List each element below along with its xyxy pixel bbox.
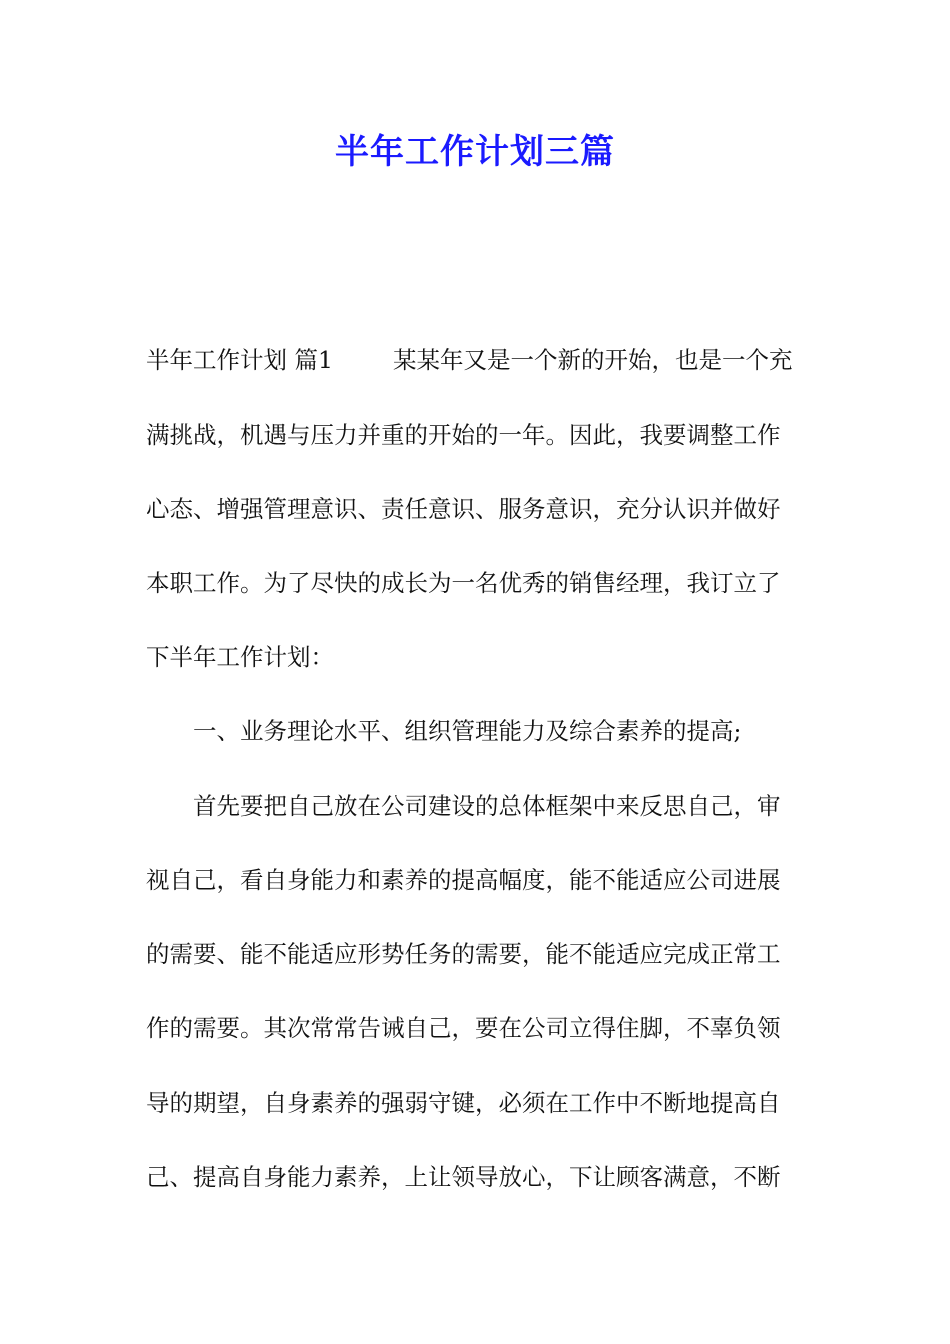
paragraph-text: 心态、增强管理意识、责任意识、服务意识，充分认识并做好 <box>146 495 781 523</box>
text-line <box>0 489 950 529</box>
paragraph-text: 满挑战，机遇与压力并重的开始的一年。因此，我要调整工作 <box>146 421 781 449</box>
paragraph-text: 己、提高自身能力素养，上让领导放心，下让顾客满意，不断 <box>146 1163 781 1191</box>
text-line <box>0 1157 950 1197</box>
paragraph-text: 作的需要。其次常常告诫自己，要在公司立得住脚，不辜负领 <box>146 1014 781 1042</box>
text-line <box>0 711 950 751</box>
section-heading: 半年工作计划 篇1 <box>146 346 333 374</box>
paragraph-text: 导的期望，自身素养的强弱守键，必须在工作中不断地提高自 <box>146 1089 781 1117</box>
document-title: 半年工作计划三篇 <box>335 132 615 172</box>
text-line <box>0 1083 950 1123</box>
paragraph-text: 本职工作。为了尽快的成长为一名优秀的销售经理，我订立了 <box>146 569 781 597</box>
text-line <box>0 1008 950 1048</box>
text-line <box>0 637 950 677</box>
paragraph-text: 首先要把自己放在公司建设的总体框架中来反思自己，审 <box>193 792 781 820</box>
paragraph-text: 某某年又是一个新的开始，也是一个充 <box>393 346 793 374</box>
text-line <box>0 786 950 826</box>
text-line <box>0 860 950 900</box>
text-line <box>0 415 950 455</box>
text-line <box>0 340 950 380</box>
subsection-heading: 一、业务理论水平、组织管理能力及综合素养的提高; <box>193 717 742 745</box>
text-line <box>0 563 950 603</box>
paragraph-text: 下半年工作计划： <box>146 643 334 671</box>
paragraph-text: 的需要、能不能适应形势任务的需要，能不能适应完成正常工 <box>146 940 781 968</box>
text-line <box>0 934 950 974</box>
paragraph-text: 视自己，看自身能力和素养的提高幅度，能不能适应公司进展 <box>146 866 781 894</box>
